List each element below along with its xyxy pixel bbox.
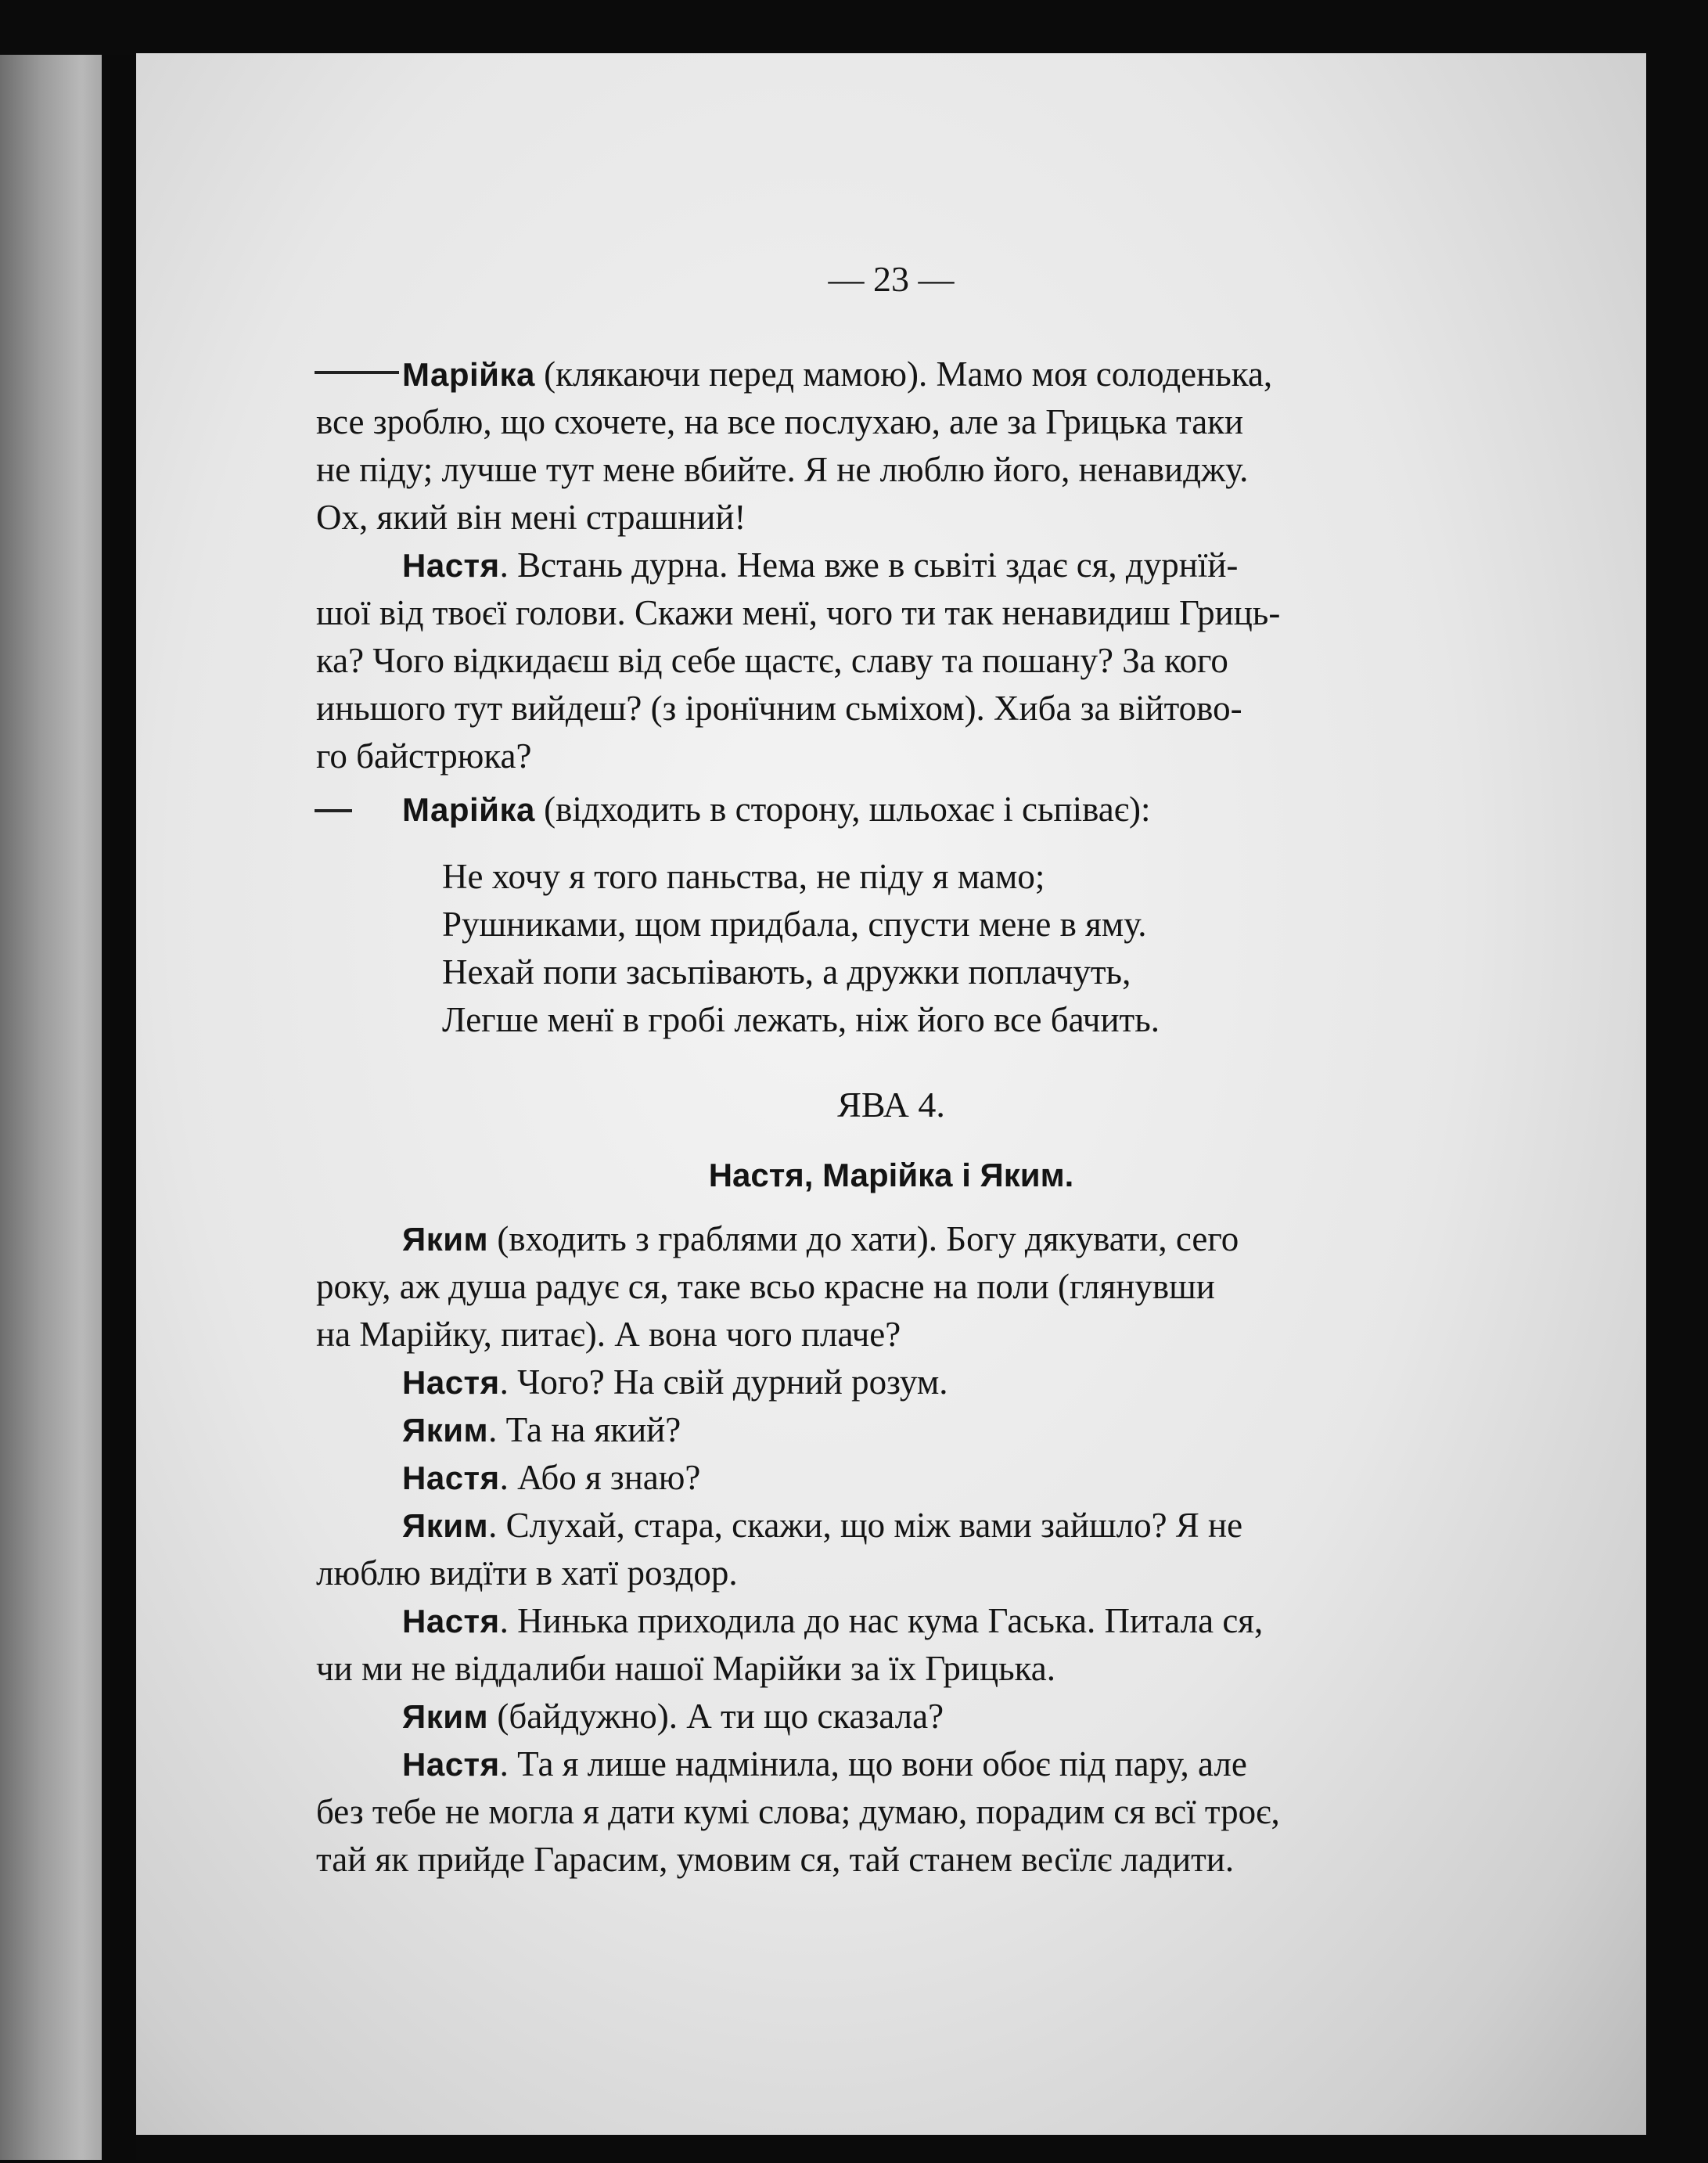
speech-line <box>402 351 1272 398</box>
speaker-name: Яким <box>402 1221 489 1258</box>
speech-line <box>402 1454 700 1502</box>
page-number: — 23 — <box>828 259 955 299</box>
speech-line <box>402 1502 1242 1549</box>
speech-text: (входить з граблями до хати). Богу дякувати, сего <box>488 1219 1239 1258</box>
speech-text: (відходить в сторону, шльохає і сьпіває): <box>534 790 1151 829</box>
scene-cast: Настя, Марійка і Яким. <box>708 1157 1074 1193</box>
speech-line: шої від твоєї голови. Скажи менї, чого ти так ненавидиш Гриць- <box>316 593 1281 632</box>
song-line: Легше менї в гробі лежать, ніж його все бачить. <box>442 1000 1160 1039</box>
speech-text: . Чого? На свій дурний розум. <box>499 1362 948 1402</box>
speaker-name: Настя <box>402 547 500 584</box>
speech-text: . Та на який? <box>488 1410 681 1449</box>
book-gutter <box>102 55 136 2160</box>
speech-line: без тебе не могла я дати кумі слова; думаю, порадим ся всї троє, <box>316 1792 1280 1831</box>
speech-text: . Та я лише надмінила, що вони обоє під пару, але <box>499 1744 1247 1783</box>
speaker-name: Яким <box>402 1507 489 1544</box>
speech-line <box>402 1740 1247 1788</box>
speech-line: на Марійку, питає). А вона чого плаче? <box>316 1315 901 1354</box>
speech-line <box>402 1215 1239 1263</box>
speaker-name: Настя <box>402 1459 500 1496</box>
speaker-name: Яким <box>402 1698 489 1735</box>
speech-line: Ох, який він мені страшний! <box>316 498 746 537</box>
speaker-name: Настя <box>402 1603 500 1639</box>
speaker-name: Марійка <box>402 791 535 828</box>
speaker-name: Настя <box>402 1746 500 1783</box>
speech-line: иньшого тут вийдеш? (з іронїчним сьміхом). Хиба за війтово- <box>316 689 1242 728</box>
speaker-name: Настя <box>402 1364 500 1401</box>
speech-text: . Або я знаю? <box>499 1458 701 1497</box>
speech-line: ка? Чого відкидаєш від себе щастє, славу та пошану? За кого <box>316 641 1228 680</box>
song-line: Рушниками, щом придбала, спусти мене в яму. <box>442 905 1147 944</box>
speech-line <box>402 542 1238 589</box>
speech-line: не піду; лучше тут мене вбийте. Я не люблю його, ненавиджу. <box>316 450 1249 489</box>
speech-text: . Нинька приходила до нас кума Гаська. Питала ся, <box>499 1601 1264 1640</box>
previous-page-edge <box>0 55 102 2160</box>
speech-text: . Слухай, стара, скажи, що між вами зайшло? Я не <box>488 1506 1243 1545</box>
speech-line: року, аж душа радує ся, таке всьо красне на поли (глянувши <box>316 1267 1215 1306</box>
scan-border-right <box>1646 47 1708 2163</box>
speech-line <box>402 1359 948 1406</box>
speech-line <box>402 1597 1263 1645</box>
speech-line: люблю видїти в хатї роздор. <box>316 1553 738 1593</box>
song-line: Нехай попи засьпівають, а дружки поплачуть, <box>442 952 1131 992</box>
speech-text: . Встань дурна. Нема вже в сьвіті здає ся, дурнїй- <box>499 545 1239 585</box>
speech-line <box>402 786 1151 833</box>
margin-pencil-mark <box>315 371 399 374</box>
speech-line: тай як прийде Гарасим, умовим ся, тай станем весїлє ладити. <box>316 1840 1235 1879</box>
speech-line: чи ми не віддалиби нашої Марійки за їх Грицька. <box>316 1649 1055 1688</box>
margin-pencil-mark <box>315 809 352 812</box>
scene-title: ЯВА 4. <box>837 1085 945 1125</box>
speech-text: (клякаючи перед мамою). Мамо моя солоденька, <box>534 355 1273 394</box>
speech-line <box>402 1406 681 1454</box>
speaker-name: Марійка <box>402 356 535 393</box>
speech-line: го байстрюка? <box>316 736 532 776</box>
speaker-name: Яким <box>402 1412 489 1449</box>
speech-line <box>402 1693 944 1740</box>
song-line: Не хочу я того паньства, не піду я мамо; <box>442 857 1045 896</box>
speech-text: (байдужно). А ти що сказала? <box>488 1697 944 1736</box>
speech-line: все зроблю, що схочете, на все послухаю, але за Грицька таки <box>316 402 1244 441</box>
